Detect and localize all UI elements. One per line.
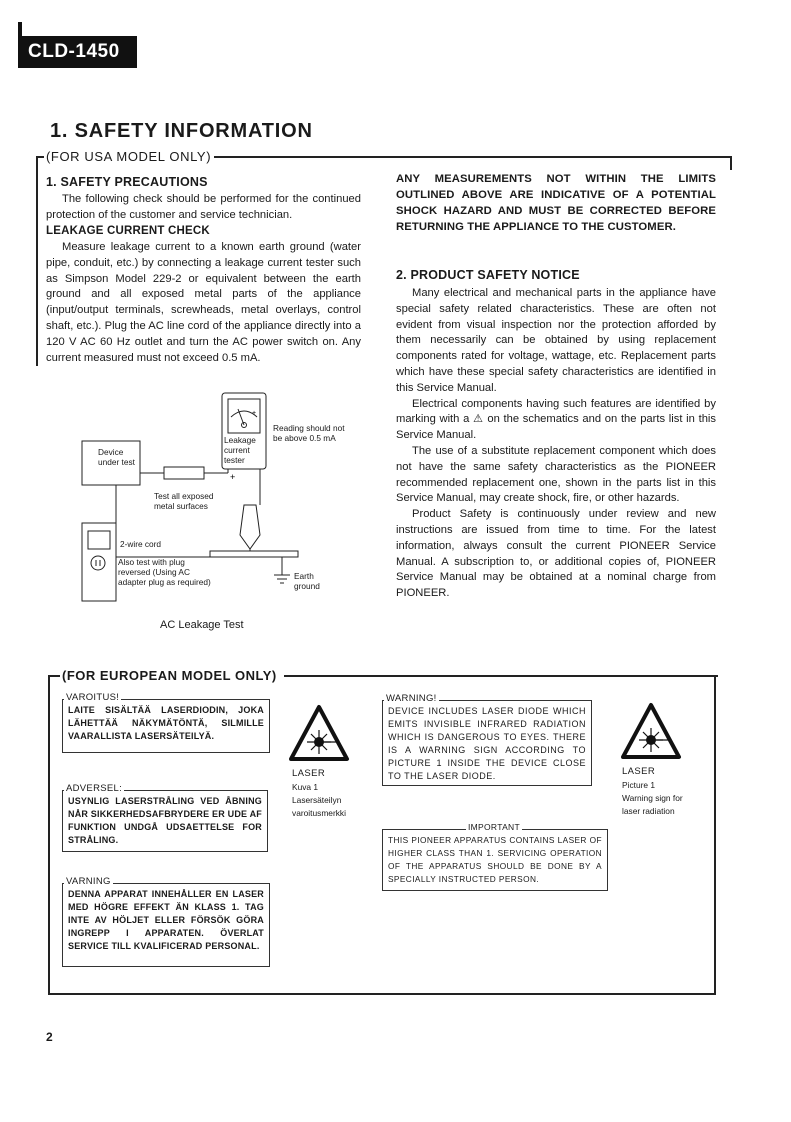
sign2-caption-1: Picture 1 — [622, 780, 656, 790]
diagram-caption: AC Leakage Test — [160, 619, 244, 631]
svg-text:+: + — [230, 472, 236, 482]
adversel-box: USYNLIG LASERSTRÅLING VED ÅBNING NÅR SIKKERHEDSAFBRYDERE ER UDE AF FUNKTION UNDGÅ UDSAETTELSE FOR STRÅLING. — [62, 790, 268, 852]
sign1-caption-1: Kuva 1 — [292, 782, 319, 792]
product-safety-text — [396, 286, 716, 602]
leakage-check-heading: LEAKAGE CURRENT CHECK — [46, 225, 210, 237]
usa-section-label: (FOR USA MODEL ONLY) — [46, 149, 212, 164]
product-safety-p3: The use of a substitute replacement component which does not have the same safety characteristics as the PIONEER recommended replacement one, shown in the parts list in this Service Manual, may create shock, fire, or other hazards. — [396, 444, 716, 505]
plug-reversed-label: Also test with plug reversed (Using AC adapter plug as required) — [118, 557, 211, 587]
sign1-caption-3: varoitusmerkki — [292, 808, 346, 818]
device-under-test-label: Device under test — [98, 447, 135, 467]
ac-leakage-diagram — [60, 385, 360, 615]
varning-title: VARNING — [66, 876, 111, 887]
measurement-warning: ANY MEASUREMENTS NOT WITHIN THE LIMITS OUTLINED ABOVE ARE INDICATIVE OF A POTENTIAL SHOCK HAZARD AND MUST BE CORRECTED BEFORE RETURNING THE APPLIANCE TO THE CUSTOMER. — [396, 173, 716, 233]
leakage-check-text: Measure leakage current to a known earth ground (water pipe, conduit, etc.) by connecting a leakage current tester such as Simpson Model 229-2 or equivalent between the earth ground and all exposed metal parts of the appliance (input/output terminals, screwheads, metal overlays, control shaft, etc.). Plug the AC line cord of the appliance directly into a 120 V AC 60 Hz outlet and turn the AC power switch on. Any current measured must not exceed 0.5 mA. — [46, 241, 361, 364]
eu-frame-top-right — [284, 675, 718, 677]
sign1-caption-2: Lasersäteilyn — [292, 795, 342, 805]
eu-frame-top-left — [48, 675, 60, 677]
product-safety-p1: Many electrical and mechanical parts in the appliance have special safety related characteristics. These are often not evident from visual inspection nor the protection afforded by them necessarily can be obtained by using replacement components rated for voltage, wattage, etc. Replacement parts which have these special safety characteristics are identified in this Service Manual. — [396, 287, 716, 394]
model-tag: CLD-1450 — [18, 36, 137, 68]
varoitus-title: VAROITUS! — [66, 692, 120, 703]
reading-label: Reading should not be above 0.5 mA — [273, 423, 345, 443]
product-safety-p2: Electrical components having such features are identified by marking with a ⚠ on the schematics and on the parts list in this Service Manual. — [396, 397, 716, 442]
product-safety-p4: Product Safety is continuously under review and new instructions are issued from time to time. For the latest information, always consult the current PIONEER Service Manual. A subscription to, or additional copies of, PIONEER Service Manual may be obtained at a nominal charge from PIONEER. — [396, 508, 716, 600]
page-title: 1. SAFETY INFORMATION — [50, 120, 313, 142]
warning-en-title: WARNING! — [386, 693, 437, 704]
earth-ground-label: Earth ground — [294, 571, 320, 591]
warning-en-box: DEVICE INCLUDES LASER DIODE WHICH EMITS INVISIBLE INFRARED RADIATION WHICH IS DANGEROUS TO EYES. THERE IS A WARNING SIGN ACCORDING TO PICTURE 1 INSIDE THE DEVICE CLOSE TO THE LASER DIODE. — [382, 700, 592, 786]
laser-warning-sign-icon — [288, 704, 350, 767]
eu-section-label: (FOR EUROPEAN MODEL ONLY) — [62, 668, 277, 683]
leakage-tester-label: Leakage current tester — [224, 435, 256, 465]
product-safety-heading: 2. PRODUCT SAFETY NOTICE — [396, 268, 580, 282]
metal-surfaces-label: Test all exposed metal surfaces — [154, 491, 214, 511]
varoitus-box: LAITE SISÄLTÄÄ LASERDIODIN, JOKA LÄHETTÄÄ NÄKYMÄTÖNTÄ, SILMILLE VAARALLISTA LASERSÄTEILYÄ. — [62, 699, 270, 753]
svg-text:+: + — [252, 410, 257, 417]
usa-rule — [214, 156, 732, 158]
sign2-caption-2: Warning sign for — [622, 793, 683, 803]
two-wire-cord-label: 2-wire cord — [120, 539, 162, 549]
page-number: 2 — [46, 1030, 53, 1044]
usa-bracket-top — [36, 156, 44, 158]
usa-bracket — [36, 156, 38, 366]
sign2-caption-3: laser radiation — [622, 806, 675, 816]
adversel-title: ADVERSEL: — [66, 783, 123, 794]
important-box: THIS PIONEER APPARATUS CONTAINS LASER OF HIGHER CLASS THAN 1. SERVICING OPERATION OF THE APPARATUS SHOULD BE DONE BY A SPECIALLY INSTRUCTED PERSON. — [382, 829, 608, 891]
model-tag-bar — [18, 22, 22, 36]
safety-precautions-intro: The following check should be performed for the continued protection of the customer and service technician. — [46, 193, 361, 221]
sign1-laser-label: LASER — [292, 768, 326, 779]
safety-precautions-heading: 1. SAFETY PRECAUTIONS — [46, 175, 208, 189]
important-title: IMPORTANT — [468, 822, 520, 832]
laser-warning-sign-icon-2 — [620, 702, 682, 765]
sign2-laser-label: LASER — [622, 766, 656, 777]
varning-box: DENNA APPARAT INNEHÅLLER EN LASER MED HÖGRE EFFEKT ÄN KLASS 1. TAG INTE AV HÖLJET ELLER FÖRSÖK GÖRA INGREPP I APPARATEN. ÖVERLAT SERVICE TILL KVALIFICERAD PERSONAL. — [62, 883, 270, 967]
usa-rule-end — [730, 156, 732, 170]
